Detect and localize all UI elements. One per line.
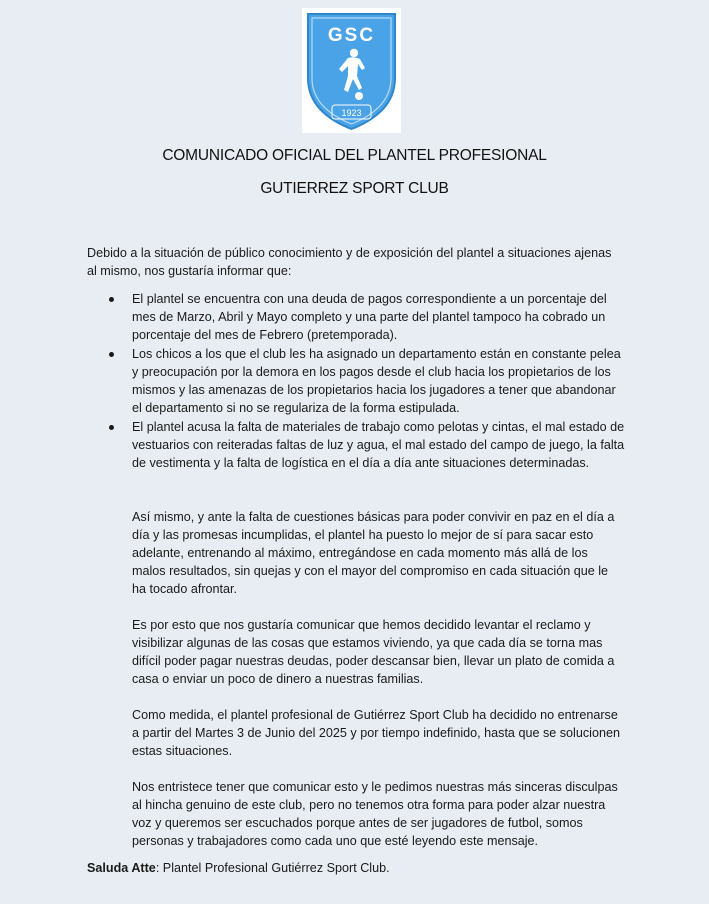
- list-item: [87, 345, 627, 417]
- bullet-icon: [109, 297, 114, 302]
- logo-year: 1923: [341, 108, 362, 118]
- club-logo: [302, 8, 401, 133]
- list-item-text: Los chicos a los que el club les ha asignado un departamento están en constante pelea y preocupación por la demora en los pagos desde el club hacia los propietarios de los mismos y las amenazas de los propietarios hacia los jugadores a tener que abandonar el departamento si no se regulariza de la forma estipulada.: [132, 347, 621, 415]
- signature: [87, 859, 647, 877]
- body-paragraph: Nos entristece tener que comunicar esto y le pedimos nuestras más sinceras disculpas al hincha genuino de este club, pero no tenemos otra forma para poder alzar nuestra voz y queremos ser escuchados porque antes de ser jugadores de futbol, somos personas y trabajadores como cada uno que esté leyendo este mensaje.: [132, 780, 618, 848]
- bullet-icon: [109, 352, 114, 357]
- list-item: [87, 290, 627, 344]
- body-paragraph: Como medida, el plantel profesional de Gutiérrez Sport Club ha decidido no entrenarse a partir del Martes 3 de Junio del 2025 y por tiempo indefinido, hasta que se solucionen estas situaciones.: [132, 708, 620, 758]
- signature-label: Saluda Atte: [87, 861, 156, 875]
- list-item-text: El plantel se encuentra con una deuda de pagos correspondiente a un porcentaje del mes de Marzo, Abril y Mayo completo y una parte del plantel tampoco ha cobrado un porcentaje del mes de Febrero (pretemporada).: [132, 292, 607, 342]
- body-paragraph: Es por esto que nos gustaría comunicar que hemos decidido levantar el reclamo y visibilizar algunas de las cosas que estamos viviendo, ya que cada día se torna mas difícil poder pagar nuestras deudas, poder descansar bien, llevar un plato de comida a casa o enviar un poco de dinero a nuestras familias.: [132, 618, 615, 686]
- intro-paragraph: Debido a la situación de público conocimiento y de exposición del plantel a situaciones ajenas al mismo, nos gustaría informar que:: [87, 246, 612, 278]
- club-shield-icon: [302, 8, 401, 133]
- list-item: [87, 418, 627, 472]
- document-subtitle: GUTIERREZ SPORT CLUB: [260, 180, 449, 197]
- logo-initials: GSC: [327, 25, 376, 46]
- bullet-icon: [109, 425, 114, 430]
- body-paragraph: Así mismo, y ante la falta de cuestiones básicas para poder convivir en paz en el día a día y las promesas incumplidas, el plantel ha puesto lo mejor de sí para sacar esto adelante, entrenando al máximo, entregándose en cada momento más allá de los malos resultados, sin quejas y con el mayor del compromiso en cada situación que le ha tocado afrontar.: [132, 510, 615, 596]
- document-title: COMUNICADO OFICIAL DEL PLANTEL PROFESIONAL: [162, 147, 547, 164]
- list-item-text: El plantel acusa la falta de materiales de trabajo como pelotas y cintas, el mal estado de vestuarios con reiteradas faltas de luz y agua, el mal estado del campo de juego, la falta de vestimenta y la falta de logística en el día a día ante situaciones determinadas.: [132, 420, 625, 470]
- issues-list: [87, 290, 627, 473]
- signature-text: : Plantel Profesional Gutiérrez Sport Club.: [155, 861, 390, 875]
